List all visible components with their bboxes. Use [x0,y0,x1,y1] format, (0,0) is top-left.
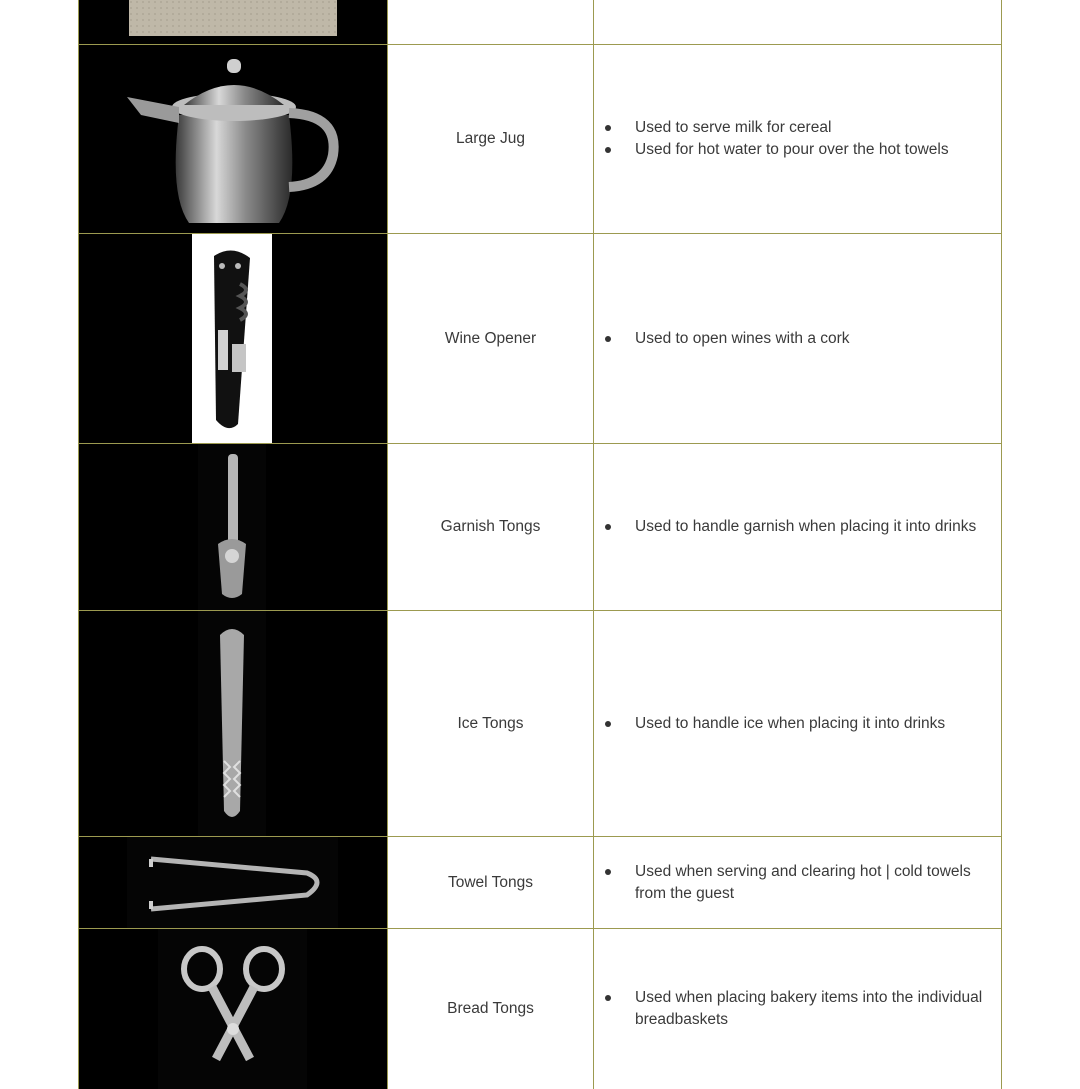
bread-tongs-photo [158,929,307,1089]
cloth-photo [129,0,337,44]
image-cell [78,45,387,233]
table-row [78,45,1002,234]
equipment-table [78,0,1002,1089]
jug-photo [119,45,349,233]
image-cell [78,444,387,610]
item-name [387,0,593,44]
image-cell [78,0,387,44]
image-cell [78,611,387,836]
item-name: Garnish Tongs [387,444,593,610]
bullet-item: Used for hot water to pour over the hot towels [635,139,967,161]
table-row [78,837,1002,929]
image-cell [78,234,387,443]
table-row [78,929,1002,1089]
bullet-item: Used when placing bakery items into the individual breadbaskets [635,987,1001,1031]
item-name: Towel Tongs [387,837,593,928]
bullet-item: Used when serving and clearing hot | cold towels from the guest [635,861,1001,905]
bullet-item: Used to serve milk for cereal [635,117,967,139]
item-name: Bread Tongs [387,929,593,1089]
item-name: Ice Tongs [387,611,593,836]
item-description [593,444,1002,610]
table-row [78,0,1002,45]
image-cell [78,837,387,928]
wine-opener-photo [192,234,272,443]
item-name: Wine Opener [387,234,593,443]
bullet-item: Used to open wines with a cork [635,328,868,350]
bullet-item: Used to handle ice when placing it into drinks [635,713,963,735]
item-description [593,611,1002,836]
item-description [593,45,1002,233]
item-name: Large Jug [387,45,593,233]
item-description [593,929,1002,1089]
ice-tongs-photo [198,611,266,836]
towel-tongs-photo [127,837,338,928]
image-cell [78,929,387,1089]
item-description [593,0,1002,44]
table-row [78,611,1002,837]
item-description [593,837,1002,928]
table-row [78,444,1002,611]
item-description [593,234,1002,443]
garnish-tongs-photo [198,444,266,610]
table-row [78,234,1002,444]
bullet-item: Used to handle garnish when placing it into drinks [635,516,994,538]
